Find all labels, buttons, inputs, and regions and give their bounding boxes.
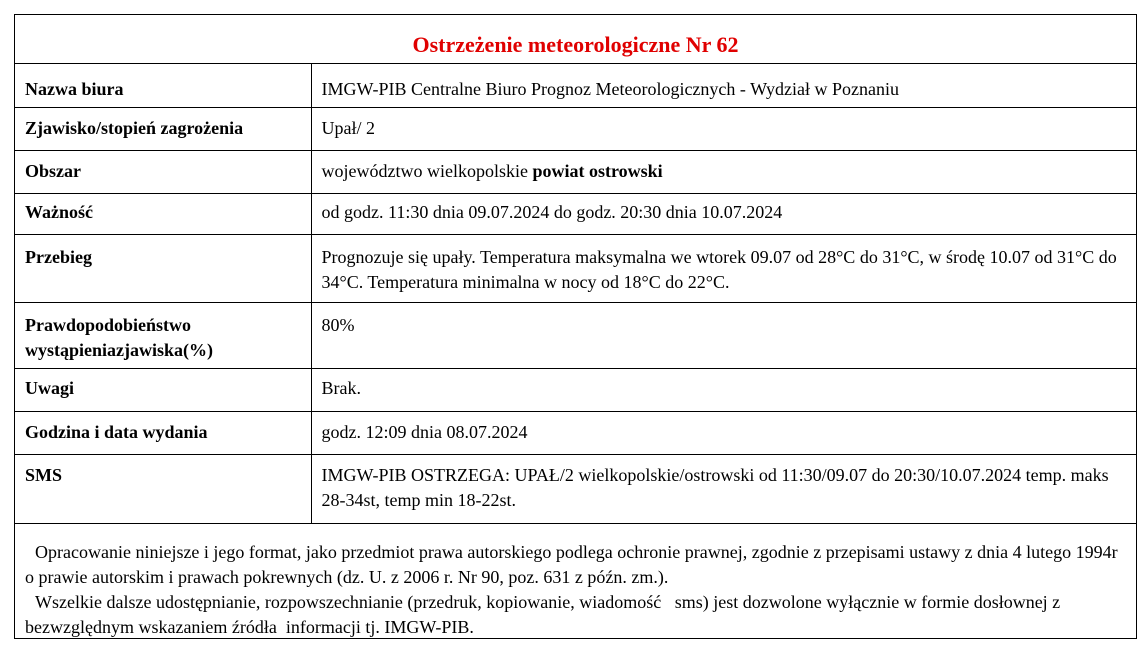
validity-label: Ważność (15, 193, 311, 234)
table-row-issued (15, 411, 1136, 454)
table-row-probability (15, 302, 1136, 368)
validity-value: od godz. 11:30 dnia 09.07.2024 do godz. 20:30 dnia 10.07.2024 (311, 193, 1136, 234)
table-row-course (15, 234, 1136, 302)
warning-table (15, 64, 1136, 524)
area-label: Obszar (15, 150, 311, 193)
area-value-prefix: województwo wielkopolskie (321, 160, 533, 181)
course-label: Przebieg (15, 234, 311, 302)
office-label: Nazwa biura (15, 64, 311, 107)
table-row-area (15, 150, 1136, 193)
table-row-phenomenon (15, 107, 1136, 150)
table-row-office (15, 64, 1136, 107)
distribution-notice: Wszelkie dalsze udostępnianie, rozpowszechnianie (przedruk, kopiowanie, wiadomość sms) jest dozwolone wyłącznie w formie dosłownej z bezwzględnym wskazaniem źródła informacji tj. IMGW-PIB. (25, 591, 1065, 637)
remarks-label: Uwagi (15, 368, 311, 411)
sms-value: IMGW-PIB OSTRZEGA: UPAŁ/2 wielkopolskie/ostrowski od 11:30/09.07 do 20:30/10.07.2024 temp. maks 28-34st, temp min 18-22st. (311, 454, 1136, 523)
issued-label: Godzina i data wydania (15, 411, 311, 454)
remarks-value: Brak. (311, 368, 1136, 411)
probability-label: Prawdopodobieństwo wystąpieniazjawiska(%) (15, 302, 311, 368)
sms-label: SMS (15, 454, 311, 523)
phenomenon-label: Zjawisko/stopień zagrożenia (15, 107, 311, 150)
course-value: Prognozuje się upały. Temperatura maksymalna we wtorek 09.07 od 28°C do 31°C, w środę 10.07 od 31°C do 34°C. Temperatura minimalna w nocy od 18°C do 22°C. (311, 234, 1136, 302)
phenomenon-value: Upał/ 2 (311, 107, 1136, 150)
warning-title: Ostrzeżenie meteorologiczne Nr 62 (15, 15, 1136, 64)
office-value: IMGW-PIB Centralne Biuro Prognoz Meteorologicznych - Wydział w Poznaniu (311, 64, 1136, 107)
area-value-county: powiat ostrowski (532, 160, 663, 181)
area-value (311, 150, 1136, 193)
warning-document (14, 14, 1137, 639)
table-row-sms (15, 454, 1136, 523)
table-row-validity (15, 193, 1136, 234)
copyright-notice: Opracowanie niniejsze i jego format, jako przedmiot prawa autorskiego podlega ochronie prawnej, zgodnie z przepisami ustawy z dnia 4 lutego 1994r o prawie autorskim i prawach pokrewnych (dz. U. z 2006 r. Nr 90, poz. 631 z późn. zm.). (25, 541, 1118, 587)
copyright-footer (15, 524, 1136, 640)
table-row-remarks (15, 368, 1136, 411)
probability-value: 80% (311, 302, 1136, 368)
issued-value: godz. 12:09 dnia 08.07.2024 (311, 411, 1136, 454)
